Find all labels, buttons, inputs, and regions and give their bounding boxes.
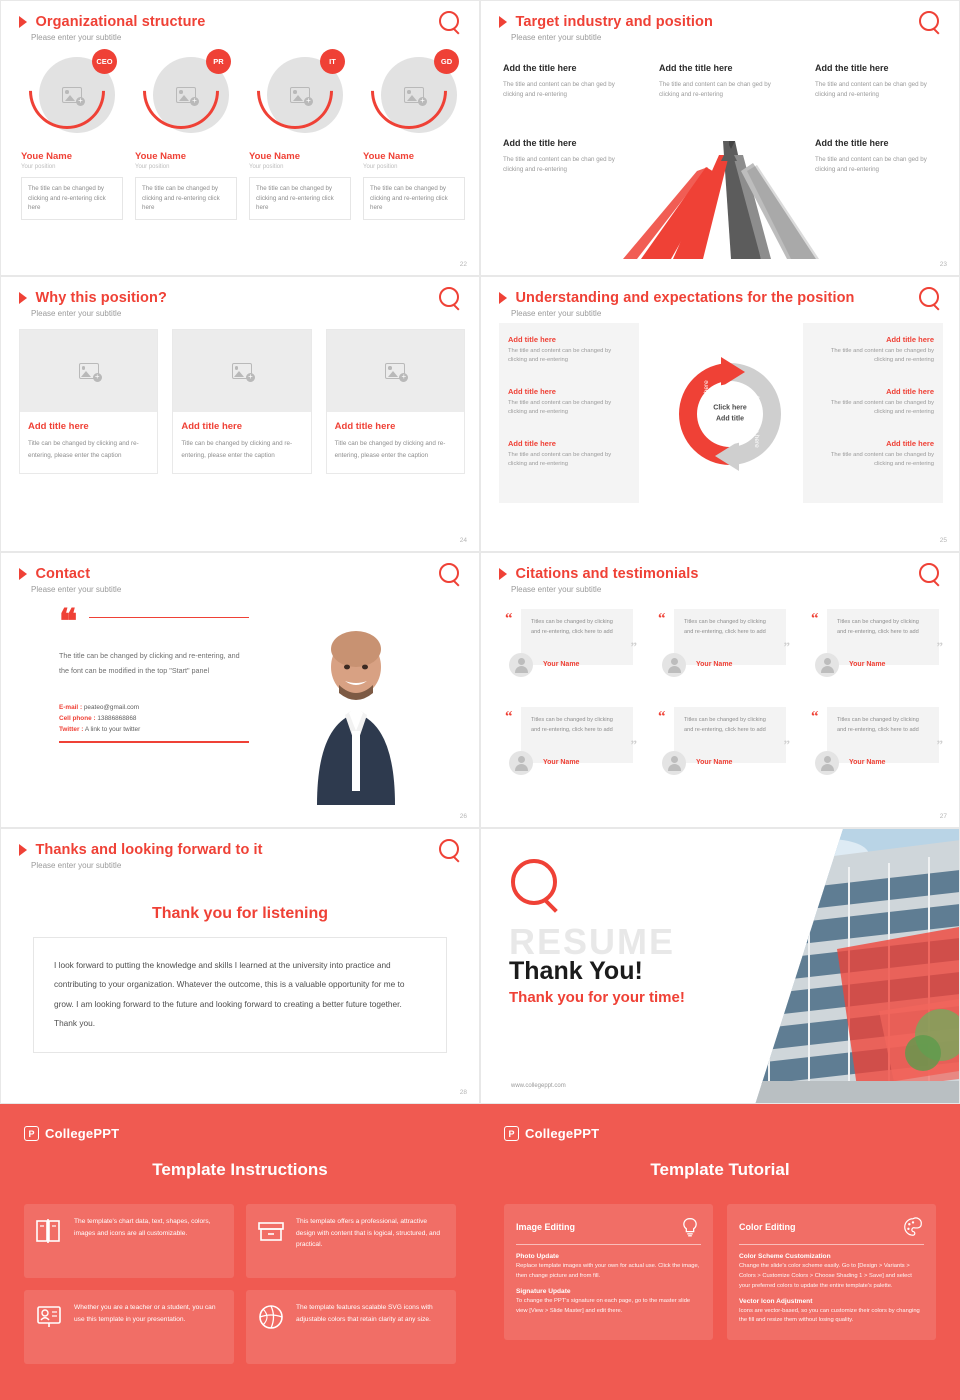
quote-close-icon: ” [783,639,790,654]
basketball-icon [256,1302,286,1332]
contact-body: The title can be changed by clicking and re-entering, and the font can be modified in the top "Start" panel [59,651,240,676]
testimonial-name: Your Name [543,759,580,766]
image-placeholder-icon[interactable]: + [404,87,424,103]
block-title: Add the title here [503,63,577,73]
footer-url: www.collegeppt.com [511,1083,566,1089]
tutorial-card-title: Image Editing [516,1222,576,1232]
avatar-icon [662,653,686,677]
tutorial-grid [504,1204,936,1340]
card-title: Add title here [334,421,396,432]
image-placeholder[interactable] [173,330,310,412]
member-position: Your position [135,164,170,170]
page-title: Citations and testimonials [515,565,699,582]
member-description: The title can be changed by clicking and re-entering click here [21,177,123,220]
page-title: Understanding and expectations for the position [515,289,855,306]
center-line-1: Click here [713,404,747,412]
why-card [19,329,158,474]
page-subtitle: Please enter your subtitle [511,33,602,42]
page-title: Target industry and position [515,13,713,30]
logo-mark-icon: P [24,1126,39,1141]
block-title: Add the title here [815,63,889,73]
triangle-marker-icon [19,844,27,856]
org-member [135,53,237,220]
page-number: 28 [459,1089,467,1096]
slide-thanks [0,828,480,1104]
slide-citations-testimonials [480,552,960,828]
testimonial-name: Your Name [849,759,886,766]
role-badge: CEO [92,49,117,74]
image-placeholder-icon[interactable]: + [290,87,310,103]
page-number: 27 [939,813,947,820]
archive-icon [256,1216,286,1246]
instruction-card [246,1290,456,1364]
center-line-2: Add title [716,415,744,422]
page-subtitle: Please enter your subtitle [31,861,122,870]
target-block [659,61,771,100]
page-number: 23 [939,261,947,268]
page-number: 24 [459,537,467,544]
card-desc: Title can be changed by clicking and re-entering, please enter the caption [28,440,139,459]
logo-mark-icon: P [504,1126,519,1141]
page-title: Contact [35,565,91,582]
tutorial-body: Icons are vector-based, so you can customize their colors by changing the fill and resize them without losing quality. [739,1307,920,1324]
why-card-row [19,329,465,474]
block-desc: The title and content can be chan ged by clicking and re-entering [503,81,615,99]
testimonial-text: Titles can be changed by clicking and re-entering, click here to add [531,619,613,635]
image-placeholder-icon[interactable]: + [385,363,405,379]
item-title: Add title here [508,335,556,344]
org-member-row [21,53,465,220]
block-title: Add the title here [503,138,577,148]
testimonial-grid [499,609,947,795]
page-title: Thanks and looking forward to it [35,841,263,858]
image-placeholder-icon[interactable]: + [232,363,252,379]
instructions-heading: Template Instructions [152,1160,328,1179]
q-logo-icon [439,839,461,861]
field-label: Twitter : [59,726,84,734]
item-title: Add title here [508,387,556,396]
org-member [249,53,351,220]
page-number: 22 [459,261,467,268]
book-icon [34,1216,64,1246]
item-desc: The title and content can be changed by clicking and re-entering [508,400,612,416]
thanks-text-box [33,937,447,1053]
image-placeholder-icon[interactable]: + [79,363,99,379]
member-description: The title can be changed by clicking and re-entering click here [249,177,351,220]
why-card [172,329,311,474]
slide-header [19,289,167,318]
testimonial-card [652,609,794,697]
divider [89,617,249,619]
page-number: 25 [939,537,947,544]
quote-close-icon: ” [936,737,943,752]
field-value[interactable]: A link to your twitter [84,726,141,734]
quote-open-icon: “ [505,611,513,627]
item-title: Add title here [508,439,556,448]
building-photo [669,829,959,1104]
contact-fields [59,704,249,733]
slide-understanding-expectations [480,276,960,552]
quote-close-icon: ” [630,639,637,654]
item-desc: The title and content can be changed by clicking and re-entering [508,452,612,468]
testimonial-text: Titles can be changed by clicking and re-entering, click here to add [684,619,766,635]
triangle-marker-icon [499,292,507,304]
block-title: Add the title here [659,63,733,73]
item-desc: The title and content can be changed by clicking and re-entering [830,348,934,364]
tutorial-card [504,1204,713,1340]
tutorial-subtitle: Color Scheme Customization [739,1253,831,1260]
expectation-item [812,387,934,418]
divider [59,741,249,743]
image-placeholder[interactable] [327,330,464,412]
target-block [503,136,615,175]
logo-text: CollegePPT [525,1126,600,1141]
expectation-item [812,439,934,470]
expectation-item [508,387,630,418]
field-label: Cell phone : [59,715,96,723]
quote-open-icon: “ [505,709,513,725]
triangle-marker-icon [499,568,507,580]
member-description: The title can be changed by clicking and re-entering click here [363,177,465,220]
quote-open-icon: “ [658,611,666,627]
item-desc: The title and content can be changed by clicking and re-entering [830,452,934,468]
image-placeholder-icon[interactable]: + [176,87,196,103]
q-logo-icon [439,287,461,309]
org-member [363,53,465,220]
testimonial-text: Titles can be changed by clicking and re-entering, click here to add [684,717,766,733]
slide-header [499,289,854,318]
avatar [143,53,229,139]
q-logo-icon [439,11,461,33]
q-logo-icon [919,563,941,585]
quote-open-icon: “ [658,709,666,725]
expectation-item [508,439,630,470]
item-desc: The title and content can be changed by clicking and re-entering [830,400,934,416]
target-block [815,61,927,100]
q-logo-large-icon [511,859,561,909]
slide-template-tutorial [480,1104,960,1400]
page-subtitle: Please enter your subtitle [31,585,122,594]
page-title: Why this position? [35,289,167,306]
member-description: The title can be changed by clicking and re-entering click here [135,177,237,220]
brand-logo [24,1126,119,1141]
thanks-heading: Thank you for listening [151,905,328,922]
instruction-card [246,1204,456,1278]
instruction-card [24,1204,234,1278]
role-badge: IT [320,49,345,74]
quote-open-icon: “ [811,709,819,725]
testimonial-name: Your Name [849,661,886,668]
block-desc: The title and content can be chan ged by clicking and re-entering [815,156,927,174]
testimonial-name: Your Name [696,759,733,766]
slide-contact [0,552,480,828]
card-title: Add title here [181,421,243,432]
page-subtitle: Please enter your subtitle [511,309,602,318]
member-position: Your position [249,164,284,170]
card-desc: Title can be changed by clicking and re-entering, please enter the caption [181,440,293,459]
avatar-icon [509,653,533,677]
card-title: Add title here [28,421,89,432]
bulb-icon [679,1216,701,1238]
tutorial-subtitle: Vector Icon Adjustment [739,1297,813,1305]
expectation-item [812,335,934,366]
contact-field [59,726,249,733]
resume-watermark: RESUME [509,921,676,962]
block-desc: The title and content can be chan ged by clicking and re-entering [659,81,771,99]
q-logo-icon [439,563,461,585]
member-name: Youe Name [249,151,301,162]
instruction-text: Whether you are a teacher or a student, you can use this template in your presentation. [74,1304,216,1323]
quote-close-icon: ” [630,737,637,752]
page-title: Organizational structure [35,13,206,30]
item-title: Add title here [886,439,934,448]
svg-text:Add your title here: Add your title here [753,395,760,448]
testimonial-card [499,707,641,795]
quote-open-icon: “ [811,611,819,627]
avatar-icon [662,751,686,775]
instructions-grid [24,1204,456,1364]
testimonial-card [499,609,641,697]
target-block [815,136,927,175]
logo-text: CollegePPT [45,1126,120,1141]
slide-target-industry [480,0,960,276]
slide-final-thank-you [480,828,960,1104]
instruction-text: The template features scalable SVG icons with adjustable colors that retain clarity at any size. [296,1304,433,1323]
testimonial-name: Your Name [543,661,580,668]
quote-close-icon: ” [936,639,943,654]
road-arrows-graphic [611,141,831,261]
contact-field [59,715,249,722]
role-badge: GD [434,49,459,74]
avatar-icon [815,653,839,677]
q-logo-icon [919,11,941,33]
triangle-marker-icon [19,16,27,28]
member-name: Youe Name [135,151,187,162]
tutorial-subtitle: Photo Update [516,1253,559,1260]
avatar [257,53,343,139]
testimonial-name: Your Name [696,661,733,668]
tutorial-card-title: Color Editing [739,1222,796,1232]
testimonial-text: Titles can be changed by clicking and re-entering, click here to add [837,717,919,733]
slide-header [19,565,121,594]
page-number: 26 [459,813,467,820]
tutorial-heading: Template Tutorial [650,1160,790,1179]
page-subtitle: Please enter your subtitle [31,33,122,42]
card-desc: Title can be changed by clicking and re-entering, please enter the caption [334,440,446,459]
slide-header [19,841,263,870]
org-member [21,53,123,220]
why-card [326,329,465,474]
block-desc: The title and content can be chan ged by clicking and re-entering [815,81,927,99]
testimonial-card [805,707,947,795]
final-subheading: Thank you for your time! [509,989,685,1006]
quote-close-icon: ” [783,737,790,752]
block-title: Add the title here [815,138,889,148]
q-logo-icon [919,287,941,309]
quote-icon: ❝ [59,604,78,641]
tutorial-body: Change the slide's color scheme easily. Go to [Design > Variants > Colors > Customize Colors > Choose Shading 1 > Save] and select your preferred colors to update the entire template's palette. [739,1263,912,1289]
page-subtitle: Please enter your subtitle [31,309,122,318]
field-value[interactable]: peateo@gmail.com [83,704,140,712]
slide-template-instructions [0,1104,480,1400]
image-placeholder-icon[interactable]: + [62,87,82,103]
field-label: E-mail : [59,704,83,712]
final-heading: Thank You! [509,957,643,985]
cycle-center-label [713,404,746,425]
member-name: Youe Name [363,151,415,162]
tutorial-body: Replace template images with your own for actual use. Click the image, then change picture and from fill. [516,1263,700,1279]
palette-icon [902,1216,924,1238]
block-desc: The title and content can be chan ged by clicking and re-entering [503,156,615,174]
portrait-photo [287,627,425,805]
image-placeholder[interactable] [20,330,157,412]
slide-header [19,13,205,42]
slide-header [499,565,699,594]
item-desc: The title and content can be changed by clicking and re-entering [508,348,612,364]
role-badge: PR [206,49,231,74]
field-value[interactable]: 13886868868 [97,715,137,723]
contact-field [59,704,249,711]
tutorial-subtitle: Signature Update [516,1287,571,1295]
svg-text:Add your title here: Add your title here [703,380,710,433]
instruction-text: This template offers a professional, attractive design with content that is logical, structured, and practical. [296,1218,441,1249]
triangle-marker-icon [19,292,27,304]
avatar [29,53,115,139]
testimonial-card [652,707,794,795]
page-subtitle: Please enter your subtitle [511,585,602,594]
instruction-text: The template's chart data, text, shapes, colors, images and icons are all customizable. [74,1218,211,1237]
testimonial-card [805,609,947,697]
triangle-marker-icon [499,16,507,28]
slide-organizational-structure [0,0,480,276]
item-title: Add title here [886,335,934,344]
tutorial-card [727,1204,936,1340]
testimonial-text: Titles can be changed by clicking and re-entering, click here to add [531,717,613,733]
avatar-icon [815,751,839,775]
target-block [503,61,615,100]
instruction-card [24,1290,234,1364]
slide-header [499,13,713,42]
avatar-icon [509,751,533,775]
avatar [371,53,457,139]
thanks-body: I look forward to putting the knowledge and skills I learned at the university into practice and contributing to your organization. Whatever the outcome, this is a valuable opportunity for me to grow. I am looking forward to the future and looking forward to creating a better future together. Thank you. [54,960,405,1029]
brand-logo [504,1126,599,1141]
slide-why-this-position [0,276,480,552]
presenter-icon [34,1302,64,1332]
item-title: Add title here [886,387,934,396]
contact-block [59,604,249,743]
member-name: Youe Name [21,151,73,162]
member-position: Your position [363,164,398,170]
member-position: Your position [21,164,56,170]
tutorial-body: To change the PPT's signature on each page, go to the master slide view [View > Slide Master] and edit there. [516,1297,691,1314]
testimonial-text: Titles can be changed by clicking and re-entering, click here to add [837,619,919,635]
triangle-marker-icon [19,568,27,580]
expectation-item [508,335,630,366]
